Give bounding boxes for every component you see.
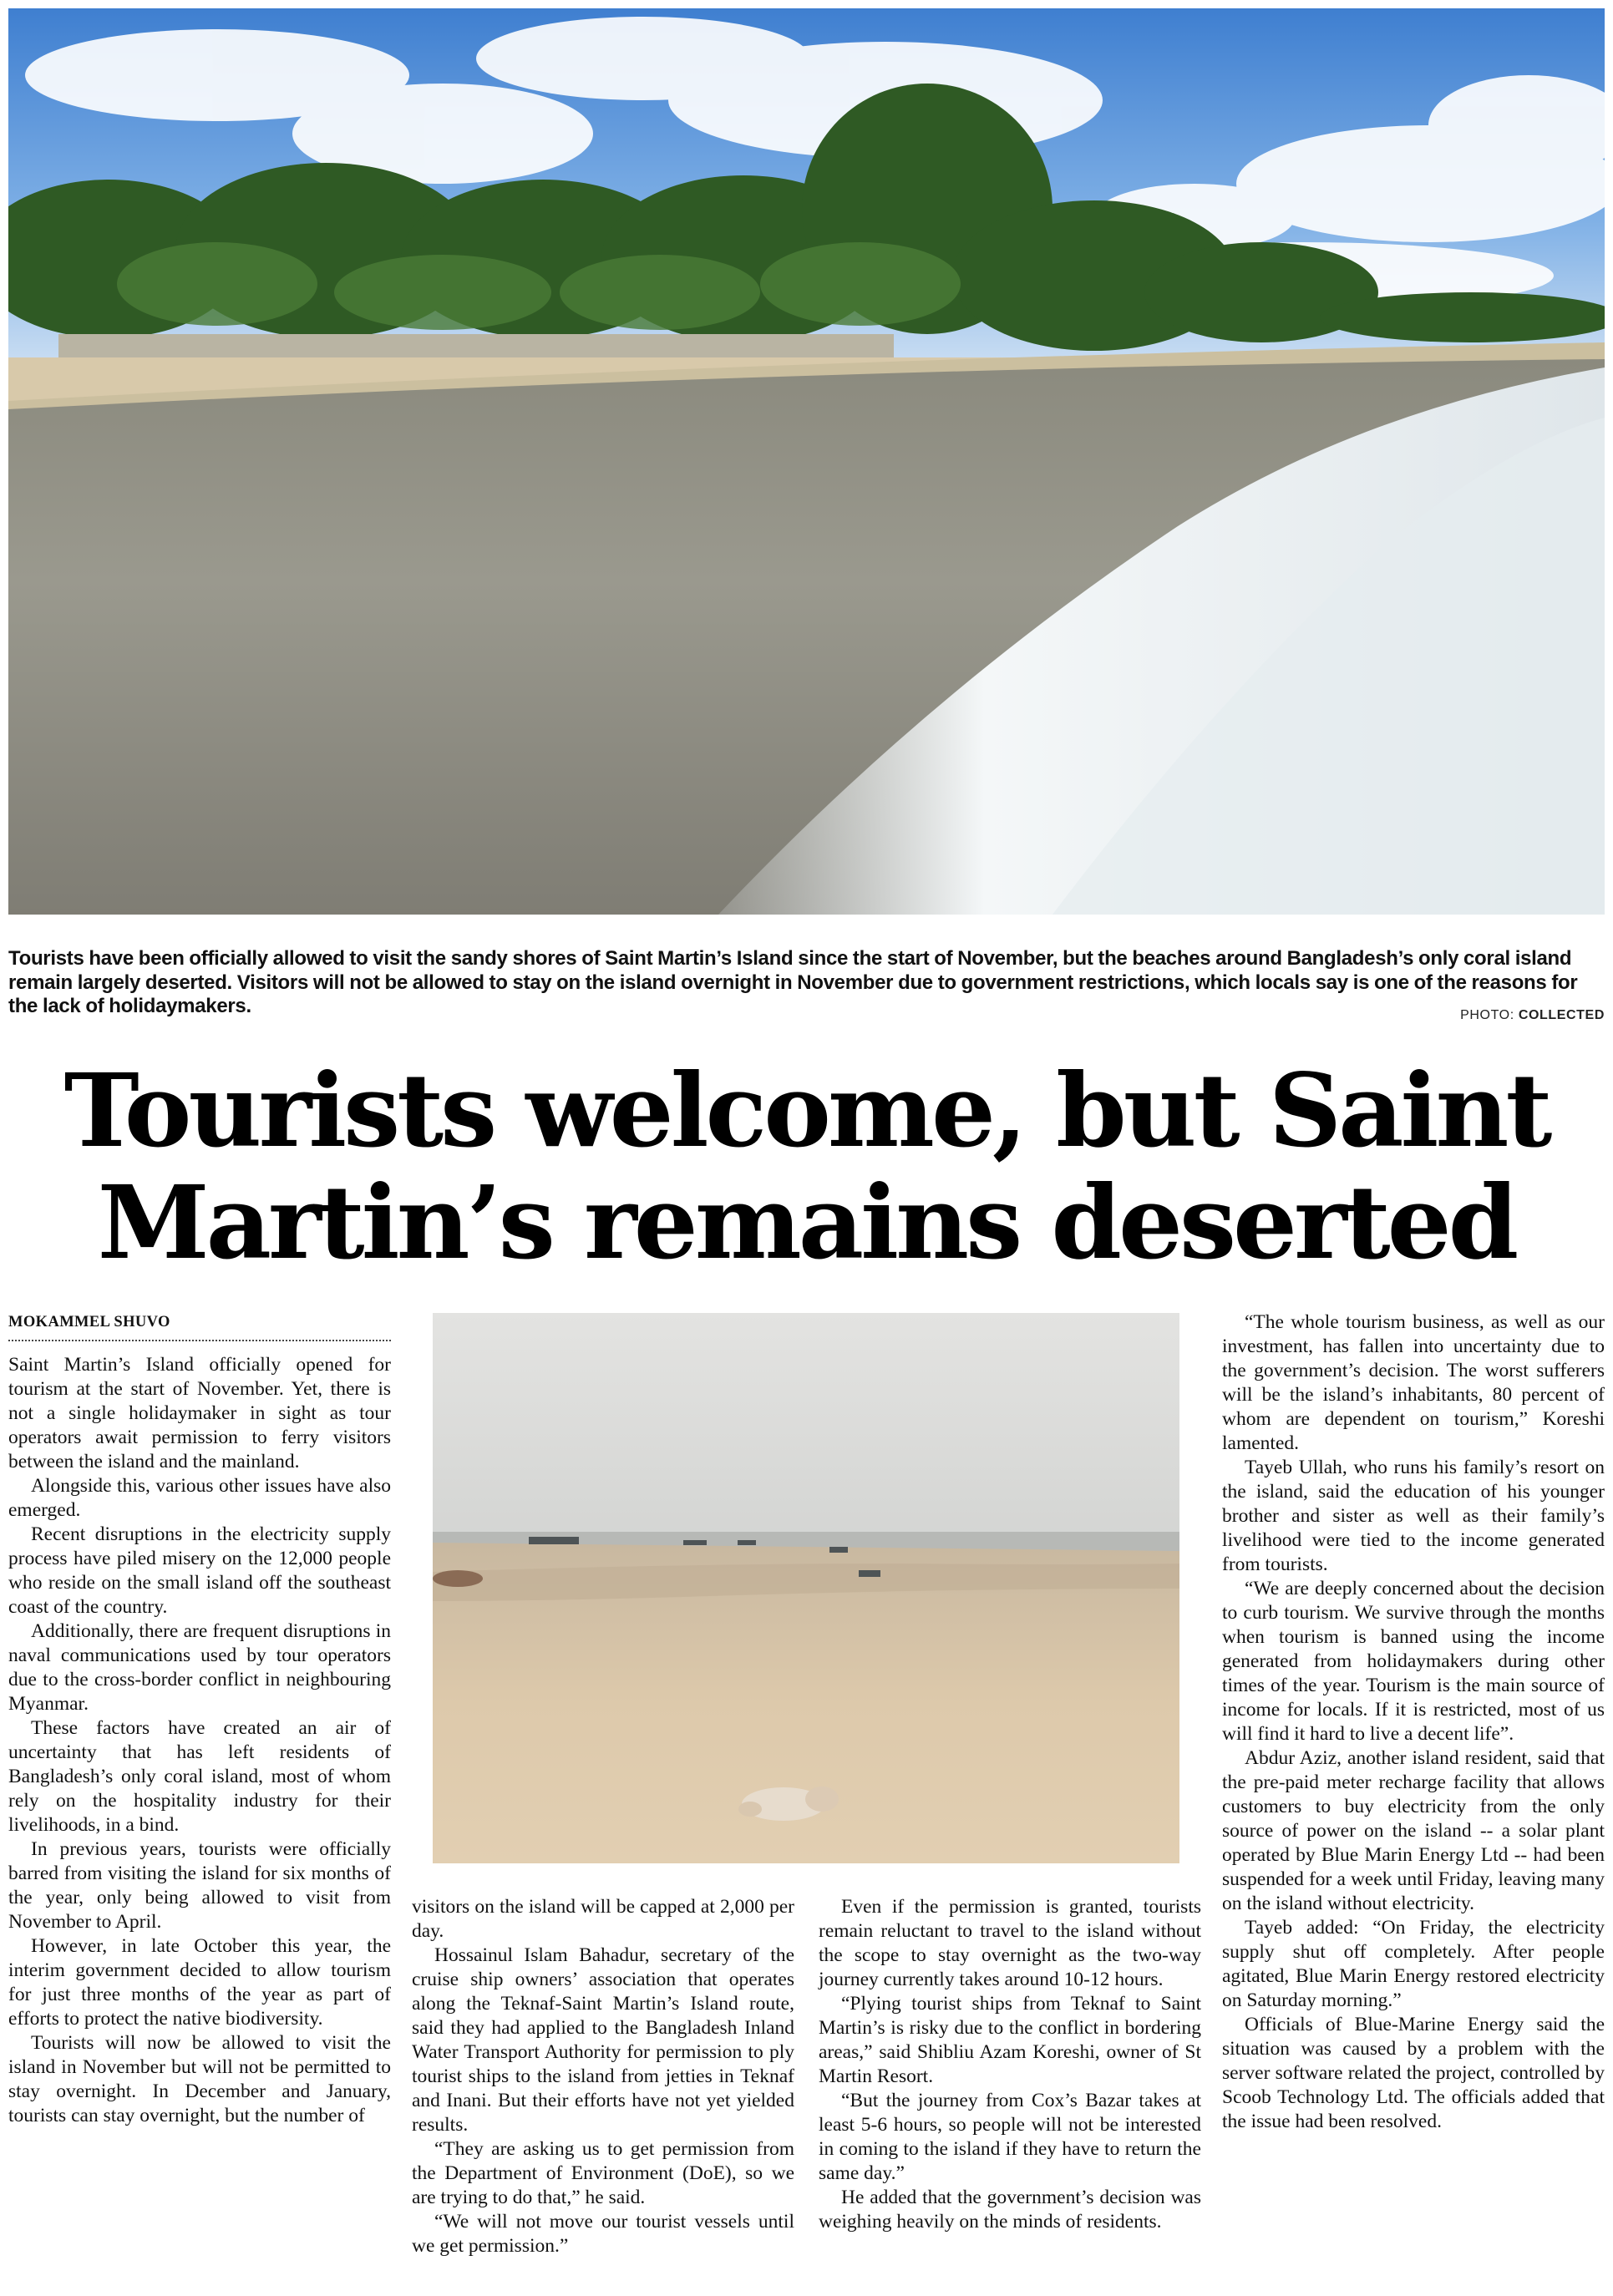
paragraph: “We are deeply concerned about the decision to curb tourism. We survive through the months when tourism is banned using the income generated from holidaymakers during other times of the year. Tourism is the main source of income for locals. If it is restricted, most of us will find it hard to live a decent life”. bbox=[1222, 1578, 1605, 1745]
paragraph: Recent disruptions in the electricity supply process have piled misery on the 12,000 people who reside on the small island off the southeast coast of the country. bbox=[8, 1523, 391, 1618]
paragraph: Tourists will now be allowed to visit the island in November but will not be permitted to stay overnight. In December and January, tourists can stay overnight, but the number of bbox=[8, 2032, 391, 2126]
paragraph: visitors on the island will be capped at 2,000 per day. bbox=[412, 1896, 794, 1942]
photo-credit-source: COLLECTED bbox=[1518, 1008, 1605, 1022]
paragraph: “We will not move our tourist vessels until we get permission.” bbox=[412, 2211, 794, 2257]
caption-text: Tourists have been officially allowed to visit the sandy shores of Saint Martin’s Island since the start of November, but the beaches around Bangladesh’s only coral island remain largely deserted. Visitors will not be allowed to stay on the island overnight in November due to government restrictions, which locals say is one of the reasons for the lack of holidaymakers. bbox=[8, 947, 1578, 1017]
beach-surf-photo bbox=[8, 8, 1605, 915]
photo-credit bbox=[1460, 1008, 1605, 1023]
paragraph: “The whole tourism business, as well as our investment, has fallen into uncertainty due to the government’s decision. The worst sufferers will be the island’s inhabitants, 80 percent of whom are dependent on tourism,” Koreshi lamented. bbox=[1222, 1311, 1605, 1454]
paragraph: “Plying tourist ships from Teknaf to Saint Martin’s is risky due to the conflict in bordering areas,” said Shibliu Azam Koreshi, owner of St Martin Resort. bbox=[819, 1993, 1201, 2087]
article-column-2 bbox=[412, 1895, 794, 2258]
paragraph: In previous years, tourists were officially barred from visiting the island for six months of the year, only being allowed to visit from November to April. bbox=[8, 1838, 391, 1933]
paragraph: However, in late October this year, the interim government decided to allow tourism for just three months of the year as part of efforts to protect the native biodiversity. bbox=[8, 1935, 391, 2030]
paragraph: Tayeb added: “On Friday, the electricity supply shut off completely. After people agitated, Blue Marin Energy restored electricity on Saturday morning.” bbox=[1222, 1917, 1605, 2011]
headline-line-2: Martin’s remains deserted bbox=[97, 1163, 1516, 1282]
photo-credit-label: PHOTO: bbox=[1460, 1008, 1514, 1022]
lead-photo bbox=[8, 8, 1605, 915]
article-column-3 bbox=[819, 1895, 1201, 2234]
headline bbox=[0, 1051, 1613, 1282]
paragraph: “But the journey from Cox’s Bazar takes at least 5-6 hours, so people will not be interested in coming to the island if they have to return the same day.” bbox=[819, 2090, 1201, 2184]
paragraph: Tayeb Ullah, who runs his family’s resort on the island, said the education of his younger brother and sister as well as their family’s livelihood were tied to the income generated from tourists. bbox=[1222, 1457, 1605, 1575]
deserted-beach-image bbox=[433, 1313, 1179, 1863]
headline-line-1: Tourists welcome, but Saint bbox=[63, 1051, 1550, 1170]
paragraph: Officials of Blue-Marine Energy said the situation was caused by a problem with the server software related the project, controlled by Scoob Technology Ltd. The officials added that the issue had been resolved. bbox=[1222, 2014, 1605, 2132]
photo-caption bbox=[8, 947, 1605, 1019]
paragraph: Additionally, there are frequent disruptions in naval communications used by tour operators due to the cross-border conflict in neighbouring Myanmar. bbox=[8, 1620, 391, 1715]
paragraph: He added that the government’s decision was weighing heavily on the minds of residents. bbox=[819, 2187, 1201, 2233]
article-column-1 bbox=[8, 1310, 391, 2128]
beach-photo bbox=[433, 1313, 1179, 1863]
paragraph: Even if the permission is granted, tourists remain reluctant to travel to the island without the scope to stay overnight as the two-way journey currently takes around 10-12 hours. bbox=[819, 1896, 1201, 1990]
paragraph: Hossainul Islam Bahadur, secretary of the cruise ship owners’ association that operates along the Teknaf-Saint Martin’s Island route, said they had applied to the Bangladesh Inland Water Transport Authority for permission to ply tourist ships to the island from jetties in Teknaf and Inani. But their efforts have not yet yielded results. bbox=[412, 1944, 794, 2136]
paragraph: Alongside this, various other issues have also emerged. bbox=[8, 1475, 391, 1521]
byline: MOKAMMEL SHUVO bbox=[8, 1310, 391, 1341]
paragraph: “They are asking us to get permission from the Department of Environment (DoE), so we are trying to do that,” he said. bbox=[412, 2138, 794, 2208]
paragraph: Saint Martin’s Island officially opened for tourism at the start of November. Yet, there is not a single holidaymaker in sight as tour operators await permission to ferry visitors between the island and the mainland. bbox=[8, 1354, 391, 1472]
article-column-4 bbox=[1222, 1310, 1605, 2134]
paragraph: Abdur Aziz, another island resident, said that the pre-paid meter recharge facility that allows customers to buy electricity from the only source of power on the island -- a solar plant operated by Blue Marin Energy Ltd -- had been suspended for a week until Friday, leaving many on the island without electricity. bbox=[1222, 1747, 1605, 1914]
paragraph: These factors have created an air of uncertainty that has left residents of Bangladesh’s only coral island, most of whom rely on the hospitality industry for their livelihoods, in a bind. bbox=[8, 1717, 391, 1836]
